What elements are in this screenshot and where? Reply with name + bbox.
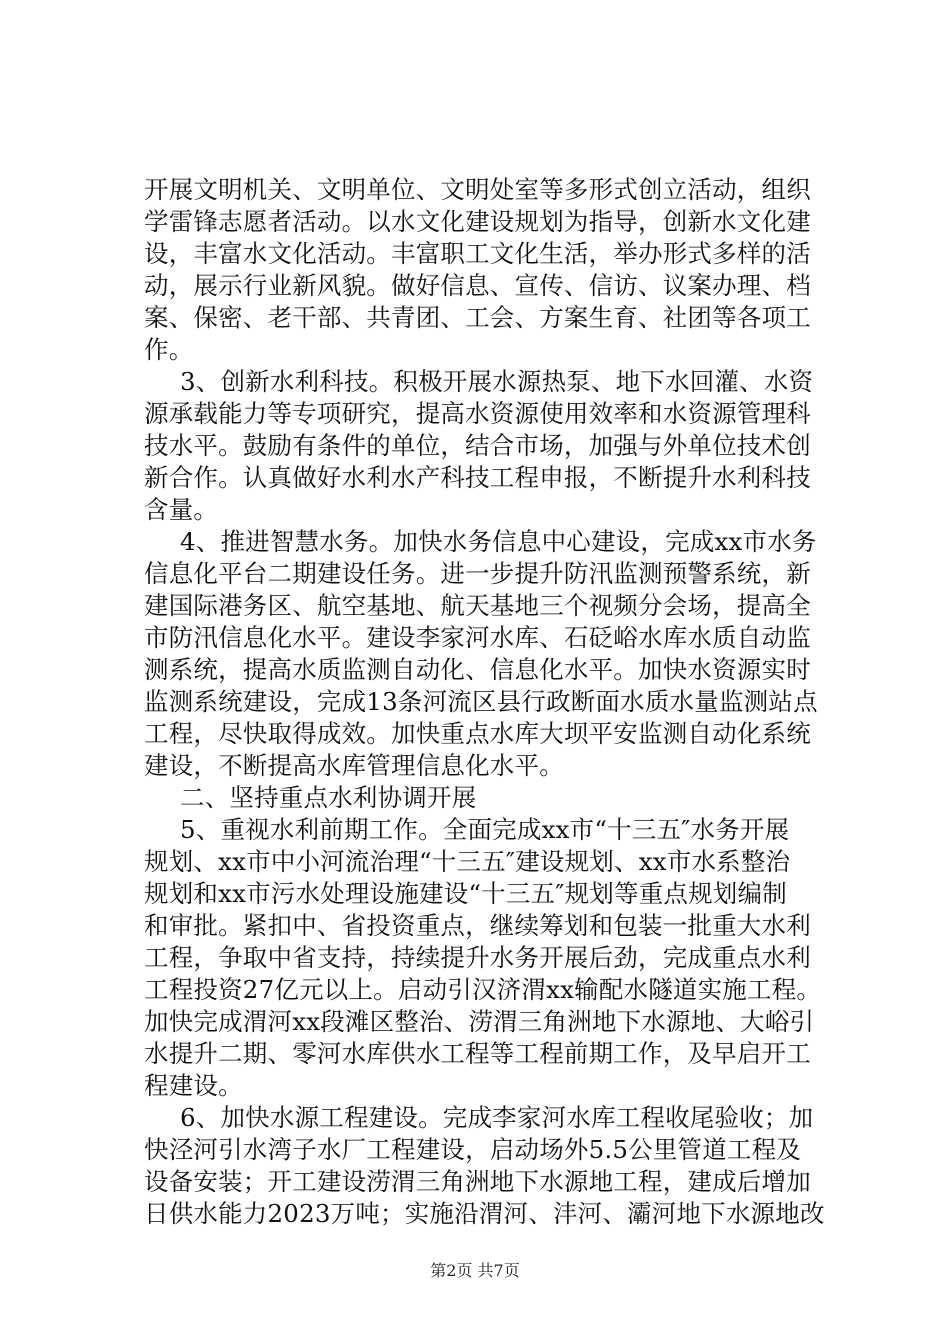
body-text [144,174,834,1230]
text-line: 技水平。鼓励有条件的单位，结合市场，加强与外单位技术创 [144,431,811,460]
text-line: 和审批。紧扣中、省投资重点，继续筹划和包装一批重大水利 [144,911,811,940]
text-line: 信息化平台二期建设任务。进一步提升防汛监测预警系统，新 [144,559,811,588]
text-line: 规划、xx市中小河流治理“十三五″建设规划、xx市水系整治 [144,847,791,876]
text-line: 规划和xx市污水处理设施建设“十三五″规划等重点规划编制 [144,879,787,908]
text-line: 工程，争取中省支持，持续提升水务开展后劲，完成重点水利 [144,943,811,972]
text-line: 工程投资27亿元以上。启动引汉济渭xx输配水隧道实施工程。 [144,975,822,1004]
text-line: 二、坚持重点水利协调开展 [180,783,477,812]
text-line: 动，展示行业新风貌。做好信息、宣传、信访、议案办理、档 [144,271,811,300]
text-line: 设，丰富水文化活动。丰富职工文化生活，举办形式多样的活 [144,239,811,268]
text-line: 建设，不断提高水库管理信息化水平。 [144,751,564,780]
text-line: 含量。 [144,495,219,524]
page-footer: 第2页 共7页 [430,1261,520,1280]
text-line: 日供水能力2023万吨；实施沿渭河、沣河、灞河地下水源地改 [144,1199,825,1228]
text-line: 监测系统建设，完成13条河流区县行政断面水质水量监测站点 [144,687,818,716]
text-line: 水提升二期、零河水库供水工程等工程前期工作，及早启开工 [144,1039,811,1068]
text-line: 加快完成渭河xx段滩区整治、涝渭三角洲地下水源地、大峪引 [144,1007,815,1036]
text-line: 源承载能力等专项研究，提高水资源使用效率和水资源管理科 [144,399,811,428]
text-line: 4、推进智慧水务。加快水务信息中心建设，完成xx市水务 [180,527,817,556]
text-line: 3、创新水利科技。积极开展水源热泵、地下水回灌、水资 [180,367,814,396]
text-line: 测系统，提高水质监测自动化、信息化水平。加快水资源实时 [144,655,811,684]
text-line: 作。 [144,335,194,364]
text-line: 设备安装；开工建设涝渭三角洲地下水源地工程，建成后增加 [144,1167,811,1196]
text-line: 程建设。 [144,1071,243,1100]
text-line: 工程，尽快取得成效。加快重点水库大坝平安监测自动化系统 [144,719,811,748]
text-line: 开展文明机关、文明单位、文明处室等多形式创立活动，组织 [144,175,811,204]
text-line: 市防汛信息化水平。建设李家河水库、石砭峪水库水质自动监 [144,623,811,652]
text-line: 新合作。认真做好水利水产科技工程申报，不断提升水利科技 [144,463,811,492]
text-line: 学雷锋志愿者活动。以水文化建设规划为指导，创新水文化建 [144,207,811,236]
text-line: 案、保密、老干部、共青团、工会、方案生育、社团等各项工 [144,303,811,332]
text-line: 建国际港务区、航空基地、航天基地三个视频分会场，提高全 [144,591,811,620]
text-line: 快泾河引水湾子水厂工程建设，启动场外5.5公里管道工程及 [144,1135,802,1164]
text-line: 6、加快水源工程建设。完成李家河水库工程收尾验收；加 [180,1103,814,1132]
text-line: 5、重视水利前期工作。全面完成xx市“十三五″水务开展 [180,815,790,844]
